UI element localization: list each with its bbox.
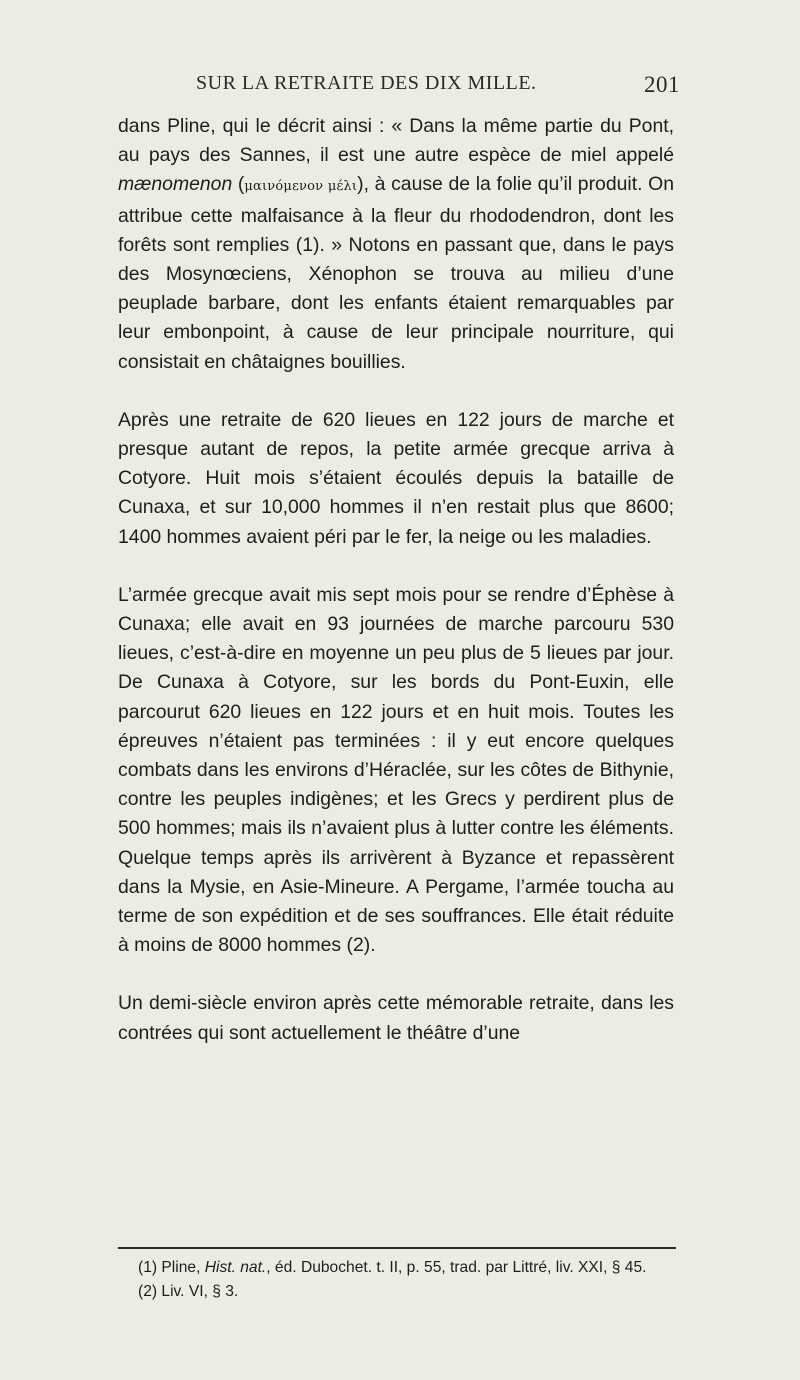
page-number: 201 <box>644 72 680 97</box>
paragraph-1-text-a: dans Pline, qui le décrit ainsi : « Dans la même partie du Pont, au pays des Sannes, il est une autre espèce de miel appelé <box>118 115 674 167</box>
footnote-1-text-b: , éd. Dubochet. t. II, p. 55, trad. par Littré, liv. XXI, § 45. <box>266 1259 647 1276</box>
paragraph-3: L’armée grecque avait mis sept mois pour se rendre d’Éphèse à Cunaxa; elle avait en 93 journées de marche parcouru 530 lieues, c’est-à-dire en moyenne un peu plus de 5 lieues par jour. De Cunaxa à Cotyore, sur les bords du Pont-Euxin, elle parcourut 620 lieues en 122 jours et en huit mois. Toutes les épreuves n’étaient pas terminées : il y eut encore quelques combats dans les environs d’Héraclée, sur les côtes de Bithynie, contre les peuples indigènes; et les Grecs y perdirent plus de 500 hommes; mais ils n’avaient plus à lutter contre les éléments. Quelque temps après ils arrivèrent à Byzance et repassèrent dans la Mysie, en Asie-Mineure. A Pergame, l’armée toucha au terme de son expédition et de ses souffrances. Elle était réduite à moins de 8000 hommes (2). <box>118 583 674 957</box>
greek-term: μαινόμενον μέλι <box>244 179 358 195</box>
paragraph-2: Après une retraite de 620 lieues en 122 jours de marche et presque autant de repos, la petite armée grecque arriva à Cotyore. Huit mois s’étaient écoulés depuis la bataille de Cunaxa, et sur 10,000 hommes il n’en restait plus que 8600; 1400 hommes avaient péri par le fer, la neige ou les maladies. <box>118 408 674 548</box>
running-title: SUR LA RETRAITE DES DIX MILLE. <box>196 72 537 94</box>
paragraph-1-text-b: ( <box>232 173 245 196</box>
footnote-2: (2) Liv. VI, § 3. <box>138 1282 239 1300</box>
paragraph-4: Un demi-siècle environ après cette mémorable retraite, dans les contrées qui sont actuellement le théâtre d’une <box>118 992 674 1044</box>
running-header <box>120 72 680 104</box>
paragraph-1-text-c: ), à cause de la folie qu’il produit. On attribue cette malfaisance à la fleur du rhododendron, dont les forêts sont remplies (1). » Notons en passant que, dans le pays des Mosynœciens, Xénophon se trouva au milieu d’une peuplade barbare, dont les enfants étaient remarquables par leur embonpoint, à cause de leur principale nourriture, qui consistait en châtaignes bouillies. <box>118 173 674 373</box>
footnotes <box>118 1256 674 1303</box>
paragraph-1 <box>118 112 674 377</box>
footnote-1-text-a: (1) Pline, <box>138 1259 205 1276</box>
footnote-divider <box>118 1247 676 1249</box>
latin-term: mænomenon <box>118 173 233 196</box>
footnote-1-work-title: Hist. nat. <box>204 1259 267 1276</box>
footnote-1 <box>118 1256 674 1280</box>
body-text <box>118 112 674 1048</box>
